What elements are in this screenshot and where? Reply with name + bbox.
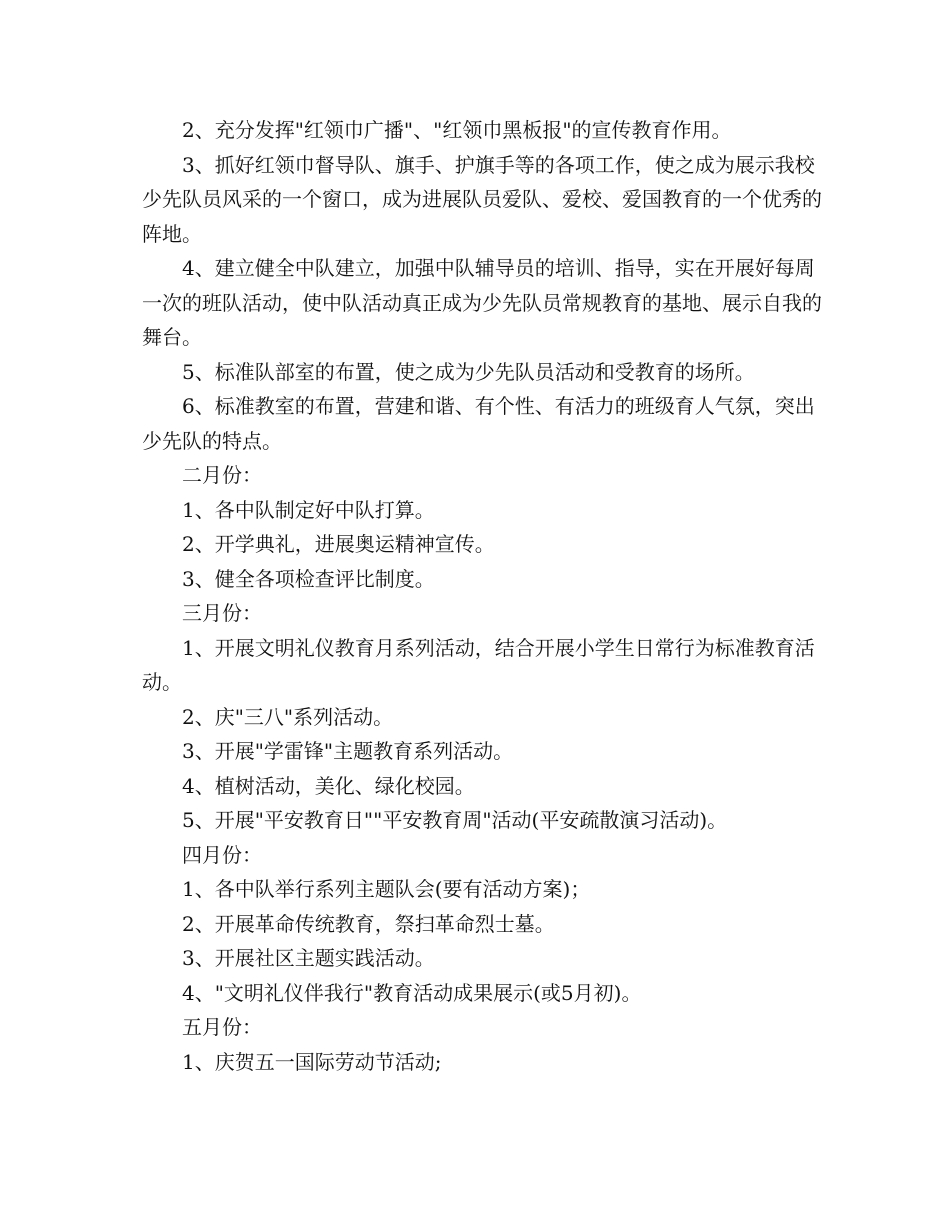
paragraph: 3、健全各项检查评比制度。 [182,566,435,591]
month-heading: 二月份： [182,463,262,487]
paragraph: 5、开展"平安教育日""平安教育周"活动(平安疏散演习活动)。 [182,808,728,832]
paragraph: 5、标准队部室的布置，使之成为少先队员活动和受教育的场所。 [182,359,755,384]
paragraph: 1、庆贺五一国际劳动节活动; [182,1049,442,1074]
month-heading: 三月份： [182,601,262,625]
paragraph: 2、充分发挥"红领巾广播"、"红领巾黑板报"的宣传教育作用。 [182,118,732,142]
paragraph: 4、植树活动，美化、绿化校园。 [182,773,475,798]
month-heading: 五月份： [182,1015,262,1039]
paragraph: 1、各中队制定好中队打算。 [182,497,435,522]
month-heading: 四月份： [182,842,262,867]
paragraph: 2、开学典礼，进展奥运精神宣传。 [182,532,495,556]
paragraph: 2、庆"三八"系列活动。 [182,704,394,729]
paragraph: 4、"文明礼仪伴我行"教育活动成果展示(或5月初)。 [182,980,642,1005]
paragraph: 2、开展革命传统教育，祭扫革命烈士墓。 [182,911,555,936]
document-body [142,113,827,1079]
paragraph: 1、开展文明礼仪教育月系列活动，结合开展小学生日常行为标准教育活动。 [142,635,815,694]
paragraph: 3、开展社区主题实践活动。 [182,946,435,970]
paragraph: 4、建立健全中队建立，加强中队辅导员的培训、指导，实在开展好每周一次的班队活动，使中队活动真正成为少先队员常规教育的基地、展示自我的舞台。 [142,256,822,349]
paragraph: 3、开展"学雷锋"主题教育系列活动。 [182,739,514,763]
paragraph: 1、各中队举行系列主题队会(要有活动方案)； [182,877,591,901]
paragraph: 3、抓好红领巾督导队、旗手、护旗手等的各项工作，使之成为展示我校少先队员风采的一个窗口，成为进展队员爱队、爱校、爱国教育的一个优秀的阵地。 [142,152,822,246]
paragraph: 6、标准教室的布置，营建和谐、有个性、有活力的班级育人气氛，突出少先队的特点。 [142,394,815,453]
